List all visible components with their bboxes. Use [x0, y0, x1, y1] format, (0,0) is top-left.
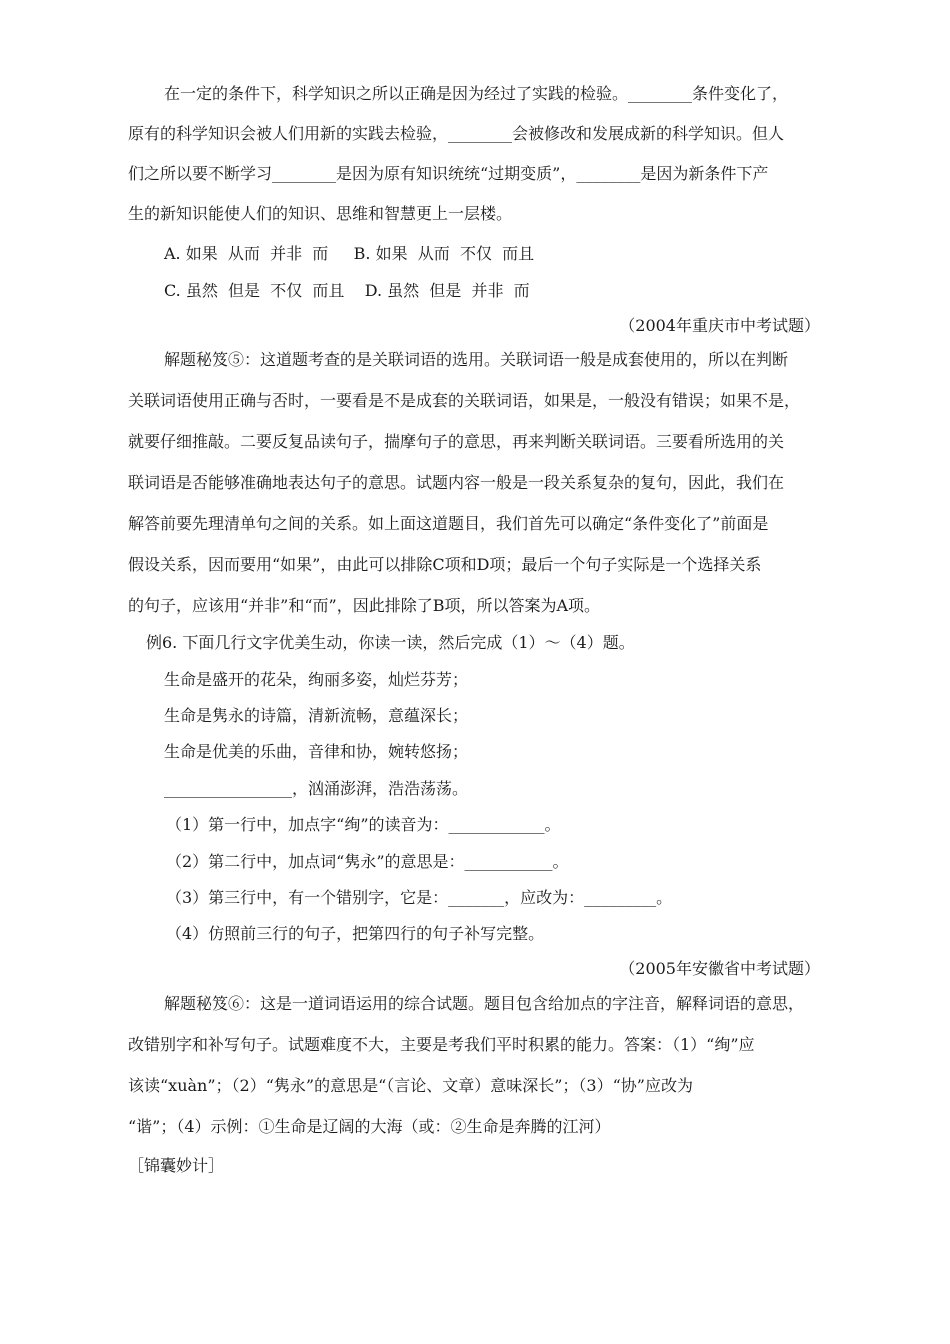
question-line: （3）第三行中，有一个错别字，它是：_______，应改为：_________。: [166, 888, 673, 907]
tip-5-line: 联词语是否能够准确地表达句子的意思。试题内容一般是一段关系复杂的复句，因此，我们在: [128, 473, 785, 492]
question-5-line: 们之所以要不断学习________是因为原有知识统统“过期变质”，________是因为新条件下产: [128, 164, 769, 183]
option-line: A. 如果 从而 并非 而 B. 如果 从而 不仅 而且: [164, 244, 535, 263]
example-6-intro: 例6. 下面几行文字优美生动，你读一读，然后完成（1）～（4）题。: [146, 633, 635, 652]
source-citation: （2004年重庆市中考试题）: [619, 316, 820, 335]
question-5-line: 原有的科学知识会被人们用新的实践去检验，________会被修改和发展成新的科学知识。但人: [128, 124, 785, 143]
tip-5-line: 就要仔细推敲。二要反复品读句子，揣摩句子的意思，再来判断关联词语。三要看所选用的关: [128, 432, 785, 451]
tip-5-line: 关联词语使用正确与否时，一要看是不是成套的关联词语，如果是，一般没有错误；如果不是，: [128, 391, 801, 410]
source-citation: （2005年安徽省中考试题）: [619, 959, 820, 978]
tip-6-line: “谐”；（4）示例：①生命是辽阔的大海（或：②生命是奔腾的江河）: [128, 1117, 611, 1136]
tip-6-line: 解题秘笈⑥：这是一道词语运用的综合试题。题目包含给加点的字注音，解释词语的意思，: [164, 994, 805, 1013]
question-line: （4）仿照前三行的句子，把第四行的句子补写完整。: [166, 924, 545, 943]
tip-5-line: 假设关系，因而要用“如果”，由此可以排除C项和D项；最后一个句子实际是一个选择关系: [128, 555, 762, 574]
question-5-line: 在一定的条件下，科学知识之所以正确是因为经过了实践的检验。________条件变化了，: [164, 84, 789, 103]
poem-line: 生命是优美的乐曲，音律和协，婉转悠扬；: [164, 742, 469, 761]
poem-line: ________________，汹涌澎湃，浩浩荡荡。: [164, 779, 469, 798]
tip-5-line: 解答前要先理清单句之间的关系。如上面这道题目，我们首先可以确定“条件变化了”前面是: [128, 514, 769, 533]
tip-6-line: 该读“xuàn”；（2）“隽永”的意思是“（言论、文章）意味深长”；（3）“协”应改为: [128, 1076, 693, 1095]
tip-5-line: 的句子，应该用“并非”和“而”，因此排除了B项，所以答案为A项。: [128, 596, 601, 615]
question-5-line: 生的新知识能使人们的知识、思维和智慧更上一层楼。: [128, 204, 513, 223]
section-heading: ［锦囊妙计］: [128, 1156, 225, 1175]
option-line: C. 虽然 但是 不仅 而且 D. 虽然 但是 并非 而: [164, 281, 530, 300]
poem-line: 生命是盛开的花朵，绚丽多姿，灿烂芬芳；: [164, 670, 469, 689]
question-line: （2）第二行中，加点词“隽永”的意思是：___________。: [166, 852, 569, 871]
tip-5-line: 解题秘笈⑤：这道题考查的是关联词语的选用。关联词语一般是成套使用的，所以在判断: [164, 350, 789, 369]
tip-6-line: 改错别字和补写句子。试题难度不大，主要是考我们平时积累的能力。答案：（1）“绚”应: [128, 1035, 755, 1054]
question-line: （1）第一行中，加点字“绚”的读音为：____________。: [166, 815, 561, 834]
poem-line: 生命是隽永的诗篇，清新流畅，意蕴深长；: [164, 706, 469, 725]
